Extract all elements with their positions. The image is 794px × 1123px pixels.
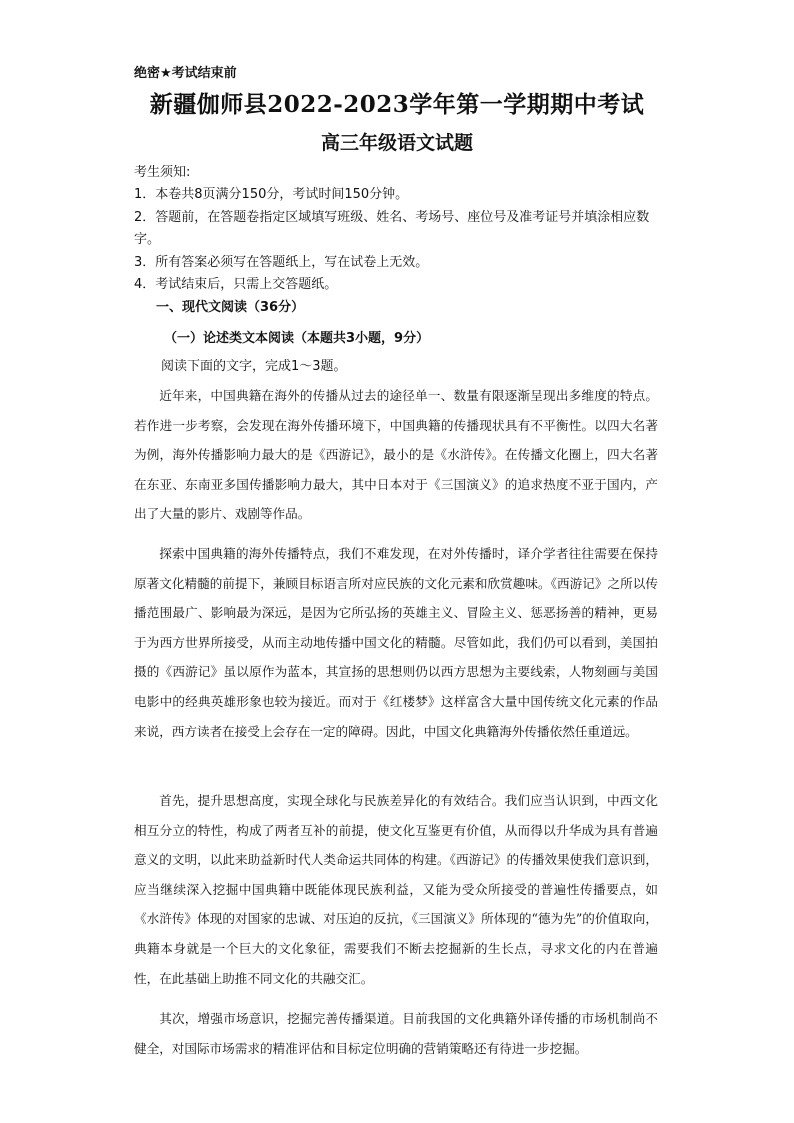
exam-title: 新疆伽师县2022-2023学年第一学期期中考试 — [149, 91, 645, 118]
passage-paragraph: 探索中国典籍的海外传播特点，我们不难发现，在对外传播时，译介学者往往需要在保持原著文化精髓的前提下，兼顾目标语言所对应民族的文化元素和欣赏趣味。《西游记》之所以传播范围最广、影响最为深远，是因为它所弘扬的英雄主义、冒险主义、惩恶扬善的精神，更易于为西方世界所接受，从而主动地传播中国文化的精髓。尽管如此，我们仍可以看到，美国拍摄的《西游记》虽以原作为蓝本，其宣扬的思想则仍以西方思想为主要线索，人物刻画与美国电影中的经典英雄形象也较为接近。而对于《红楼梦》这样富含大量中国传统文化元素的作品来说，西方读者在接受上会存在一定的障碍。因此，中国文化典籍海外传播依然任重道远。 — [134, 546, 658, 739]
notice-item: 4．考试结束后，只需上交答题纸。 — [134, 277, 338, 292]
subsection-heading: （一）论述类文本阅读（本题共3小题，9分） — [164, 331, 430, 346]
notice-heading: 考生须知: — [134, 165, 191, 180]
passage-paragraph: 其次，增强市场意识，挖掘完善传播渠道。目前我国的文化典籍外译传播的市场机制尚不健全，对国际市场需求的精准评估和目标定位明确的营销策略还有待进一步挖掘。 — [134, 1011, 658, 1056]
notice-item: 1．本卷共8页满分150分，考试时间150分钟。 — [134, 187, 409, 202]
passage-paragraph: 近年来，中国典籍在海外的传播从过去的途径单一、数量有限逐渐呈现出多维度的特点。若作进一步考察，会发现在海外传播环境下，中国典籍的传播现状具有不平衡性。以四大名著为例，海外传播影响力最大的是《西游记》，最小的是《水浒传》。在传播文化圈上，四大名著在东亚、东南亚多国传播影响力最大，其中日本对于《三国演义》的追求热度不亚于国内，产出了大量的影片、戏剧等作品。 — [134, 388, 658, 522]
notice-list — [134, 184, 658, 297]
notice-item: 2．答题前，在答题卷指定区域填写班级、姓名、考场号、座位号及准考证号并填涂相应数字。 — [134, 209, 650, 247]
section-heading: 一、现代文阅读（36分） — [156, 300, 305, 315]
notice-item: 3．所有答案必须写在答题纸上，写在试卷上无效。 — [134, 254, 429, 270]
reading-instruction: 阅读下面的文字，完成1～3题。 — [161, 359, 347, 374]
secret-mark: 绝密★考试结束前 — [134, 66, 237, 81]
passage-paragraph: 首先，提升思想高度，实现全球化与民族差异化的有效结合。我们应当认识到，中西文化相互分立的特性，构成了两者互补的前提，使文化互鉴更有价值，从而得以升华成为具有普遍意义的文明，以此来助益新时代人类命运共同体的构建。《西游记》的传播效果使我们意识到，应当继续深入挖掘中国典籍中既能体现民族利益，又能为受众所接受的普遍性传播要点，如《水浒传》体现的对国家的忠诚、对压迫的反抗，《三国演义》所体现的“德为先”的价值取向，典籍本身就是一个巨大的文化象征，需要我们不断去挖掘新的生长点，寻求文化的内在普遍性，在此基础上助推不同文化的共融交汇。 — [134, 793, 658, 986]
exam-subtitle: 高三年级语文试题 — [320, 132, 473, 154]
